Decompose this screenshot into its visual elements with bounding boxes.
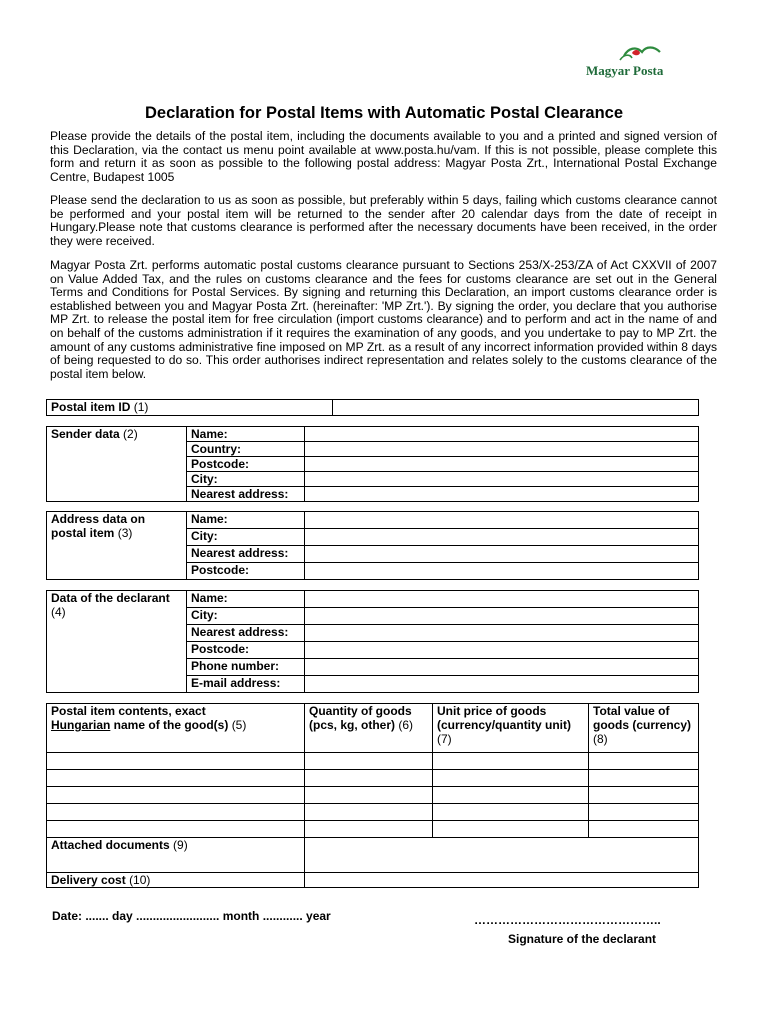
attached-documents-field[interactable] <box>305 838 699 873</box>
address-name-field[interactable] <box>305 512 699 529</box>
intro-paragraph-3: Magyar Posta Zrt. performs automatic postal customs clearance pursuant to Sections 253/X-253/ZA of Act CXXVII of 2007 on Value Added Tax, and the rules on customs clearance and the fees for customs clearance are set out in the General Terms and Conditions for Postal Services. By signing and returning this Declaration, an import customs clearance order is established between you and Magyar Posta Zrt. (hereinafter: 'MP Zrt.'). By signing the order, you declare that you authorise MP Zrt. to release the postal item for free circulation (import customs clearance) and to perform and act in the name of and on behalf of the customs administration if it requires the examination of any goods, and you undertake to pay to MP Zrt. the amount of any customs administrative fine imposed on MP Zrt. as a result of any incorrect information provided within 8 days of being requested to do so. This order authorises indirect representation and relates solely to the customs clearance of the postal item below. <box>50 258 717 381</box>
address-nearest-address-label: Nearest address: <box>187 546 305 563</box>
goods-unit-price-cell[interactable] <box>433 804 589 821</box>
goods-quantity-cell[interactable] <box>305 787 433 804</box>
declarant-nearest-address-label: Nearest address: <box>187 625 305 642</box>
goods-unit-price-cell[interactable] <box>433 770 589 787</box>
sender-name-label: Name: <box>187 427 305 442</box>
contents-col-name-header: Postal item contents, exact Hungarian name of the good(s) (5) <box>47 704 305 753</box>
postal-item-id-table <box>46 399 699 416</box>
declarant-postcode-field[interactable] <box>305 642 699 659</box>
contents-col-total-value-header: Total value of goods (currency) (8) <box>589 704 699 753</box>
declarant-name-label: Name: <box>187 591 305 608</box>
declarant-email-field[interactable] <box>305 676 699 693</box>
goods-quantity-cell[interactable] <box>305 821 433 838</box>
sender-city-field[interactable] <box>305 472 699 487</box>
page-title: Declaration for Postal Items with Automatic Postal Clearance <box>144 104 624 122</box>
goods-name-cell[interactable] <box>47 804 305 821</box>
goods-quantity-cell[interactable] <box>305 804 433 821</box>
signature-label: Signature of the declarant <box>508 932 657 946</box>
address-postcode-field[interactable] <box>305 563 699 580</box>
date-line: Date: ....... day ......................... month ............ year <box>52 909 331 923</box>
goods-total-value-cell[interactable] <box>589 821 699 838</box>
signature-line: ……………………………………….. <box>474 913 661 927</box>
declarant-phone-label: Phone number: <box>187 659 305 676</box>
declarant-name-field[interactable] <box>305 591 699 608</box>
address-postcode-label: Postcode: <box>187 563 305 580</box>
sender-data-table <box>46 426 699 502</box>
sender-name-field[interactable] <box>305 427 699 442</box>
sender-country-field[interactable] <box>305 442 699 457</box>
address-nearest-address-field[interactable] <box>305 546 699 563</box>
declarant-city-field[interactable] <box>305 608 699 625</box>
goods-unit-price-cell[interactable] <box>433 787 589 804</box>
table-row <box>47 804 699 821</box>
table-row <box>47 821 699 838</box>
declarant-data-label: Data of the declarant (4) <box>47 591 187 693</box>
contents-table <box>46 703 699 888</box>
declarant-nearest-address-field[interactable] <box>305 625 699 642</box>
declarant-phone-field[interactable] <box>305 659 699 676</box>
intro-paragraph-2: Please send the declaration to us as soon as possible, but preferably within 5 days, failing which customs clearance cannot be performed and your postal item will be returned to the sender after 20 calendar days from the date of receipt in Hungary.Please note that customs clearance is performed after the necessary documents have been received, in the order they were received. <box>50 193 717 248</box>
goods-name-cell[interactable] <box>47 770 305 787</box>
goods-total-value-cell[interactable] <box>589 753 699 770</box>
sender-city-label: City: <box>187 472 305 487</box>
delivery-cost-label: Delivery cost (10) <box>47 873 305 888</box>
sender-nearest-address-label: Nearest address: <box>187 487 305 502</box>
goods-name-cell[interactable] <box>47 753 305 770</box>
declarant-city-label: City: <box>187 608 305 625</box>
goods-unit-price-cell[interactable] <box>433 753 589 770</box>
delivery-cost-field[interactable] <box>305 873 699 888</box>
postal-item-id-field[interactable] <box>333 400 699 416</box>
postal-item-id-label: Postal item ID (1) <box>47 400 333 416</box>
sender-postcode-field[interactable] <box>305 457 699 472</box>
goods-total-value-cell[interactable] <box>589 787 699 804</box>
address-data-table <box>46 511 699 580</box>
intro-paragraph-1: Please provide the details of the postal item, including the documents available to you and a printed and signed version of this Declaration, via the contact us menu point available at www.posta.hu/vam. If this is not possible, please complete this form and return it as soon as possible to the following postal address: Magyar Posta Zrt., International Postal Exchange Centre, Budapest 1005 <box>50 129 717 184</box>
table-row <box>47 787 699 804</box>
sender-country-label: Country: <box>187 442 305 457</box>
goods-unit-price-cell[interactable] <box>433 821 589 838</box>
table-row <box>47 770 699 787</box>
declarant-email-label: E-mail address: <box>187 676 305 693</box>
sender-postcode-label: Postcode: <box>187 457 305 472</box>
attached-documents-label: Attached documents (9) <box>47 838 305 873</box>
goods-quantity-cell[interactable] <box>305 753 433 770</box>
goods-name-cell[interactable] <box>47 787 305 804</box>
goods-quantity-cell[interactable] <box>305 770 433 787</box>
address-city-label: City: <box>187 529 305 546</box>
sender-data-label: Sender data (2) <box>47 427 187 502</box>
table-row <box>47 753 699 770</box>
sender-nearest-address-field[interactable] <box>305 487 699 502</box>
contents-col-quantity-header: Quantity of goods (pcs, kg, other) (6) <box>305 704 433 753</box>
goods-total-value-cell[interactable] <box>589 804 699 821</box>
address-city-field[interactable] <box>305 529 699 546</box>
address-data-label: Address data on postal item (3) <box>47 512 187 580</box>
address-name-label: Name: <box>187 512 305 529</box>
goods-total-value-cell[interactable] <box>589 770 699 787</box>
goods-name-cell[interactable] <box>47 821 305 838</box>
declarant-postcode-label: Postcode: <box>187 642 305 659</box>
declarant-data-table <box>46 590 699 693</box>
logo-text: Magyar Posta <box>586 63 664 78</box>
contents-col-unit-price-header: Unit price of goods (currency/quantity unit) (7) <box>433 704 589 753</box>
